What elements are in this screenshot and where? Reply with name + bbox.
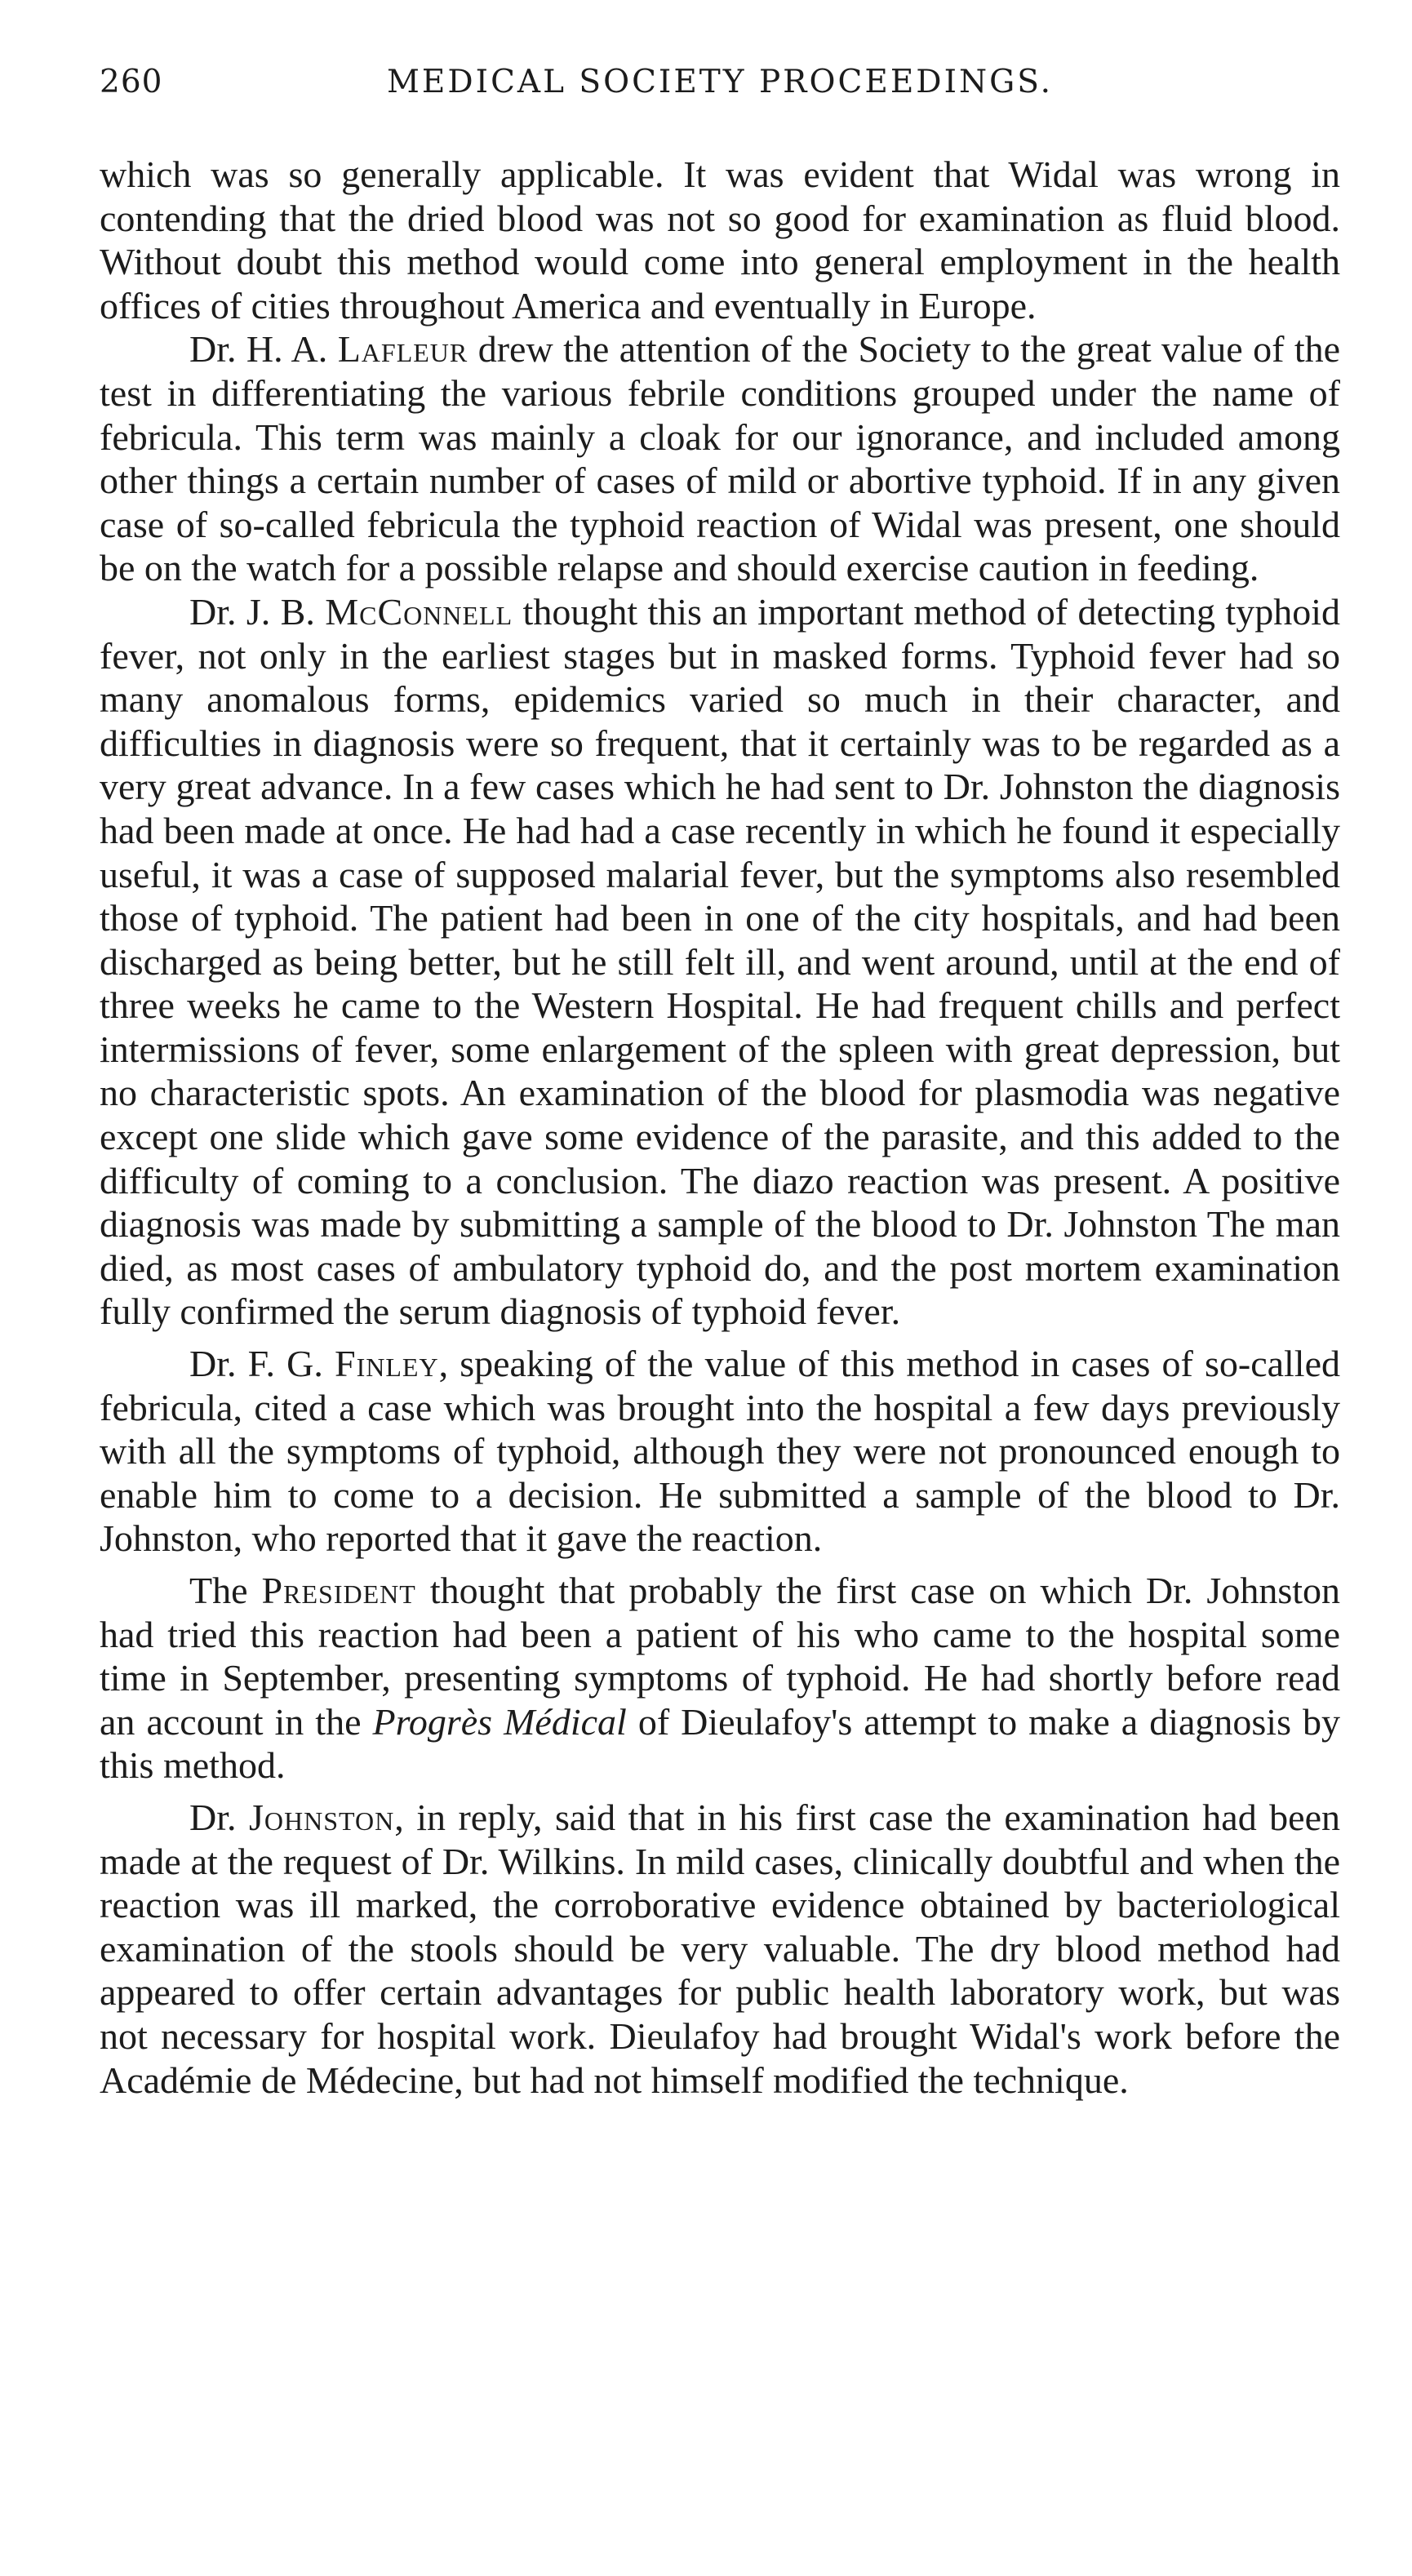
paragraph-text-continued: of Dieulafoy's attempt to make a diagnosis by this method. xyxy=(100,1700,1341,1787)
paragraph-text: drew the attention of the Society to the great value of the test in differentiating the various febrile conditions grouped under the name of febricula. This term was mainly a cloak for our ignorance, and included among other things a certain number of cases of mild or abortive typhoid. If in any given case of so-called febricula the typhoid reaction of Widal was present, one should be on the watch for a possible relapse and should exercise caution in feeding. xyxy=(100,328,1341,589)
body-text xyxy=(100,153,1340,2102)
speaker-name: Johnston xyxy=(249,1796,395,1838)
speaker-name: McConnell xyxy=(325,590,513,633)
paragraph-finley: Dr. F. G. Finley, speaking of the value of this method in cases of so-called febricula, cited a case which was brought into the hospital a few days previously with all the symptoms of typhoid, although they were not pronounced enough to enable him to come to a decision. He submitted a sample of the blood to Dr. Johnston, who reported that it gave the reaction. xyxy=(100,1343,1341,1560)
paragraph-mcconnell xyxy=(100,590,1340,1334)
speaker-prefix: Dr. F. G. xyxy=(189,1343,323,1385)
paragraph-lafleur xyxy=(100,327,1340,590)
speaker-prefix: The xyxy=(189,1570,248,1611)
speaker-prefix: Dr. J. B. xyxy=(189,590,315,633)
paragraph-continuation xyxy=(100,153,1340,327)
running-title: MEDICAL SOCIETY PROCEEDINGS. xyxy=(387,64,1053,100)
running-head xyxy=(100,64,1340,113)
speaker-prefix: Dr. xyxy=(189,1796,237,1838)
paragraph-president xyxy=(100,1569,1340,1788)
journal-title: Progrès Médical xyxy=(372,1700,627,1743)
speaker-prefix: Dr. H. A. xyxy=(189,328,328,371)
paragraph-text: thought that probably the first case on which Dr. Johnston had tried this reaction had been a patient of his who came to the hospital some time in September, presenting symptoms of typhoid. He had shortly before read an account in the xyxy=(100,1570,1341,1743)
page-number: 260 xyxy=(100,64,163,100)
speaker-name: Finley xyxy=(335,1343,439,1385)
paragraph-text: thought this an important method of detecting typhoid fever, not only in the earliest stages but in masked forms. Typhoid fever had so many anomalous forms, epidemics varied so much in their character, and difficulties in diagnosis were so frequent, that it certainly was to be regarded as a very great advance. In a few cases which he had sent to Dr. Johnston the diagnosis had been made at once. He had had a case recently in which he found it especially useful, it was a case of supposed malarial fever, but the symptoms also resembled those of typhoid. The patient had been in one of the city hospitals, and had been discharged as being better, but he still felt ill, and went around, until at the end of three weeks he came to the Western Hospital. He had frequent chills and perfect intermissions of fever, some enlargement of the spleen with great depression, but no characteristic spots. An examination of the blood for plasmodia was negative except one slide which gave some evidence of the parasite, and this added to the difficulty of coming to a conclusion. The diazo reaction was present. A positive diagnosis was made by submitting a sample of the blood to Dr. Johnston The man died, as most cases of ambulatory typhoid do, and the post mortem examination fully confirmed the serum diagnosis of typhoid fever. xyxy=(100,590,1340,1333)
paragraph-johnston: Dr. Johnston, in reply, said that in his first case the examination had been made at the request of Dr. Wilkins. In mild cases, clinically doubtful and when the reaction was ill marked, the corroborative evidence obtained by bacteriological examination of the stools should be very valuable. The dry blood method had appeared to offer certain advantages for public health laboratory work, but was not necessary for hospital work. Dieulafoy had brought Widal's work before the Académie de Médecine, but had not himself modified the technique. xyxy=(100,1796,1341,2101)
paragraph-text: which was so generally applicable. It was evident that Widal was wrong in contending that the dried blood was not so good for examination as fluid blood. Without doubt this method would come into general employment in the health offices of cities throughout America and eventually in Europe. xyxy=(100,153,1340,326)
speaker-name: Lafleur xyxy=(337,328,468,371)
speaker-name: President xyxy=(261,1570,416,1611)
paragraph-text: in reply, said that in his first case the examination had been made at the request of Dr. Wilkins. In mild cases, clinically doubtful and when the reaction was ill marked, the corroborative evidence obtained by bacteriological examination of the stools should be very valuable. The dry blood method had appeared to offer certain advantages for public health laboratory work, but was not necessary for hospital work. Dieulafoy had brought Widal's work before the Académie de Médecine, but had not himself modified the technique. xyxy=(100,1796,1341,2101)
paragraph-text: speaking of the value of this method in cases of so-called febricula, cited a case which was brought into the hospital a few days previously with all the symptoms of typhoid, although they were not pronounced enough to enable him to come to a decision. He submitted a sample of the blood to Dr. Johnston, who reported that it gave the reaction. xyxy=(100,1343,1341,1560)
